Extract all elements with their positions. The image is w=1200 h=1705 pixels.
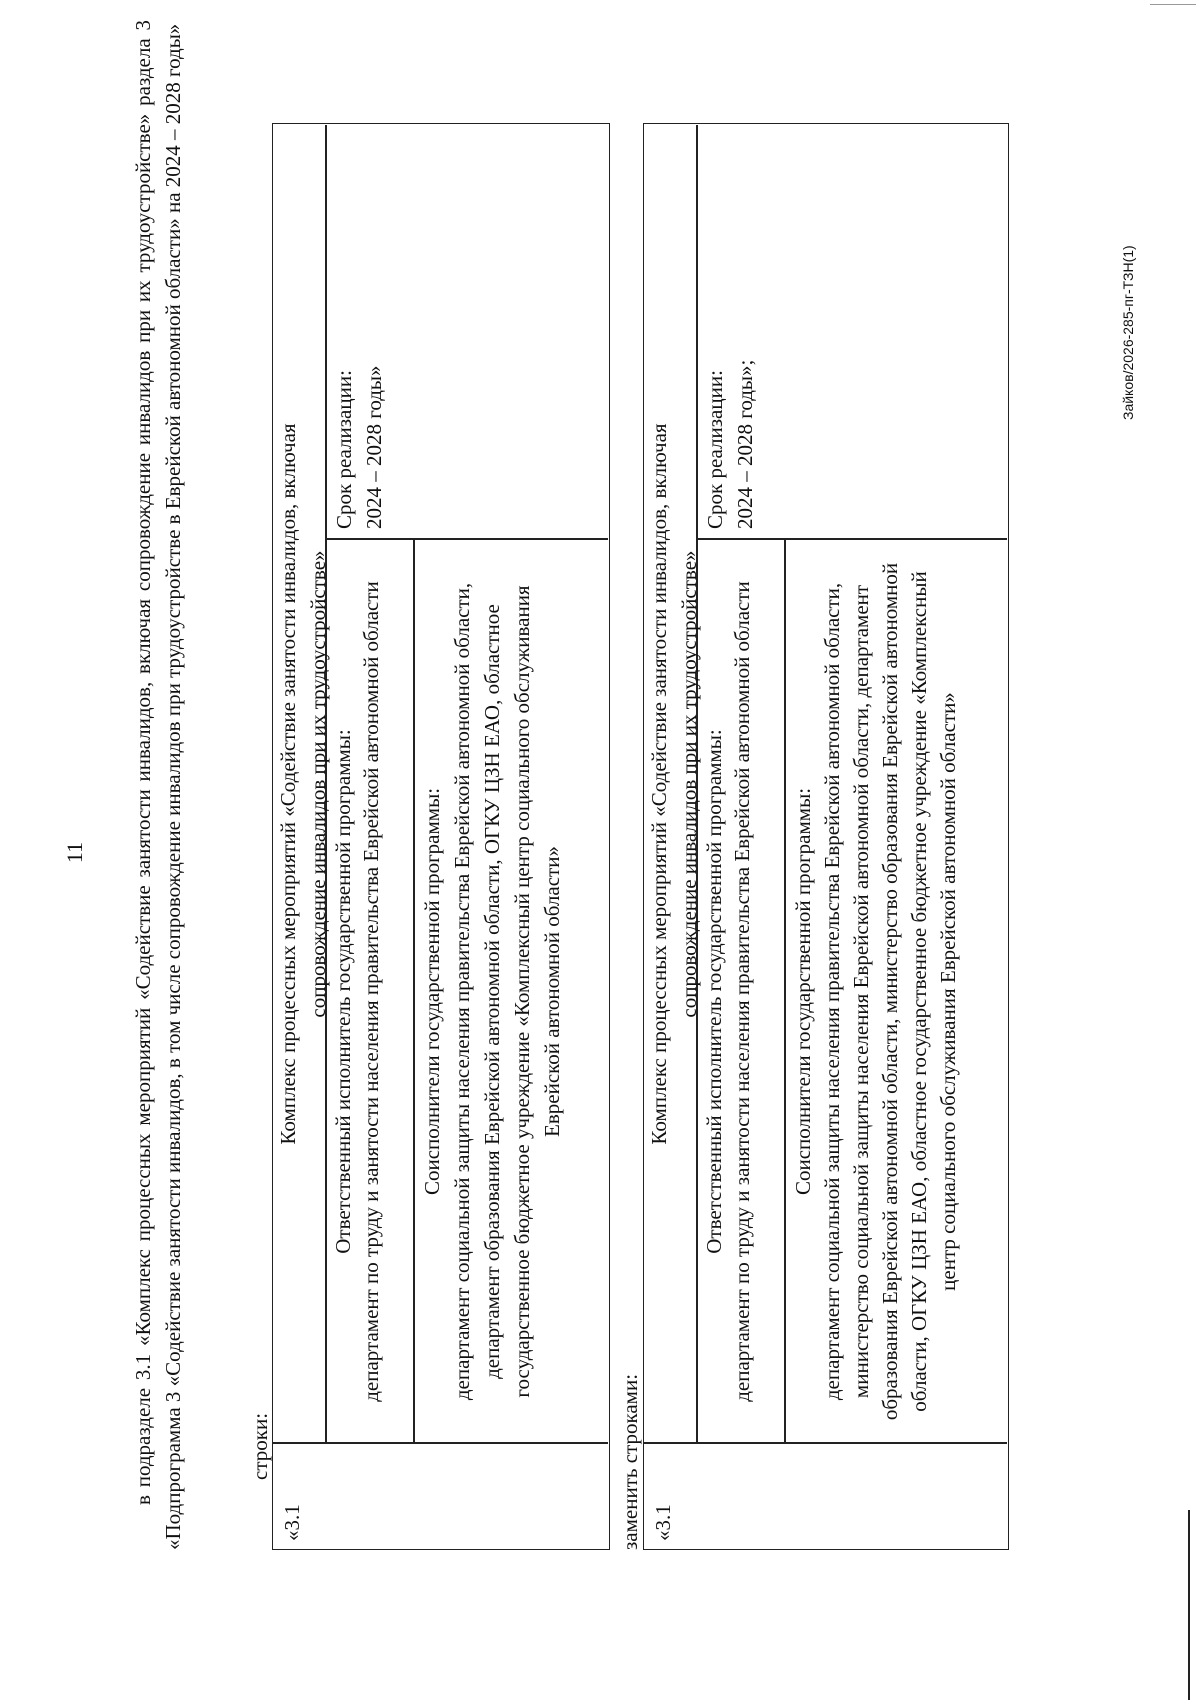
replace-label: заменить строками:	[618, 1373, 642, 1550]
row-divider	[784, 540, 786, 1444]
row-number: «3.1	[651, 1504, 675, 1541]
row-divider	[413, 540, 415, 1444]
column-divider	[325, 539, 608, 541]
intro-text: в подразделе 3.1 «Комплекс процессных мероприятий «Содействие занятости инвалидов, включая сопровождение инвалидов при их трудоустройстве» раздела 3 «Подпрограмма 3 «Содействие занятости инвалидов, в том числе сопровождение инвалидов при трудоустройстве в Еврейской автономной области» на 2024 – 2028 годы»	[131, 20, 185, 1550]
term-text: Срок реализации: 2024 – 2028 годы»;	[703, 359, 757, 529]
co-heading: Соисполнители государственной программы:	[791, 787, 815, 1196]
column-divider	[696, 539, 1007, 541]
column-divider	[273, 1443, 608, 1445]
resp-text: департамент по труду и занятости населения правительства Еврейской автономной области	[359, 581, 383, 1402]
strings-label: строки:	[248, 1412, 272, 1480]
intro-paragraph	[128, 20, 188, 1550]
resp-heading: Ответственный исполнитель государственной программы:	[331, 729, 355, 1254]
document-code: Зайков/2026-285-пг-ТЗН(1)	[1120, 245, 1136, 420]
resp-heading: Ответственный исполнитель государственной программы:	[702, 729, 726, 1254]
term-text: Срок реализации: 2024 – 2028 годы»	[332, 365, 386, 529]
table-title: Комплекс процессных мероприятий «Содействие занятости инвалидов, включая сопровождение инвалидов при их трудоустройстве»	[647, 423, 701, 1145]
table-new-strings	[643, 123, 1009, 1550]
row-number: «3.1	[280, 1504, 304, 1541]
resp-text: департамент по труду и занятости населения правительства Еврейской автономной области	[730, 581, 754, 1402]
co-text: департамент социальной защиты населения правительства Еврейской автономной области, министерство социальной защиты населения Еврейской автономной области, департамент образования Еврейской автономной области, министерство образования Еврейской автономной области, ОГКУ ЦЗН ЕАО, областное государственное бюджетное учреждение «Комплексный центр социального обслуживания Еврейской автономной области»	[820, 562, 960, 1421]
co-text: департамент социальной защиты населения правительства Еврейской автономной области, департамент образования Еврейской автономной области, ОГКУ ЦЗН ЕАО, областное государственное бюджетное учреждение «Комплексный центр социального обслуживания Еврейской автономной области»	[450, 582, 564, 1401]
co-heading: Соисполнители государственной программы:	[420, 787, 444, 1196]
table-old-strings	[272, 123, 610, 1550]
column-divider	[644, 1443, 1007, 1445]
table-title: Комплекс процессных мероприятий «Содействие занятости инвалидов, включая сопровождение инвалидов при их трудоустройстве»	[276, 423, 330, 1145]
page-number: 11	[62, 841, 87, 864]
